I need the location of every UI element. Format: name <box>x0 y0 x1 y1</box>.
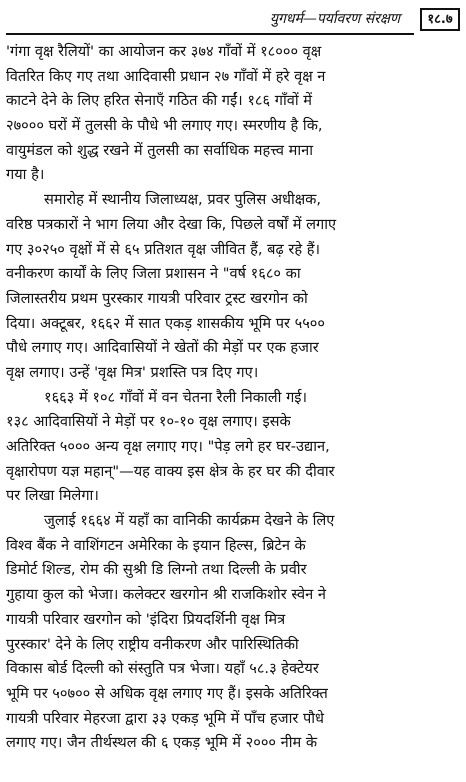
body-text <box>6 40 460 756</box>
text-line: पुरस्कार' देने के लिए राष्ट्रीय वनीकरण और पारिस्थितिकी <box>6 635 299 653</box>
text-line: पौधे लगाए गए। आदिवासियों ने खेतों की मेड़ों पर एक हजार <box>6 339 319 357</box>
text-line: दिया। अक्टूबर, १६६२ में सात एकड़ शासकीय भूमि पर ५५०० <box>6 314 325 332</box>
text-line: वृक्षारोपण यज्ञ महान्"—यह वाक्य इस क्षेत्र के हर घर की दीवार <box>6 462 335 480</box>
page-number: १८.७ <box>420 8 460 31</box>
running-title: युगधर्म—पर्यावरण संरक्षण <box>269 11 400 27</box>
header-rule <box>6 33 414 35</box>
text-line: १३८ आदिवासियों ने मेड़ों पर १०-१० वृक्ष लगाए। इसके <box>6 413 291 431</box>
text-line: २७००० घरों में तुलसी के पौधे भी लगाए गए। स्मरणीय है कि, <box>6 117 323 135</box>
text-line: गुहाया कुल को भेजा। कलेक्टर खरगोन श्री राजकिशोर स्वेन ने <box>6 586 326 604</box>
text-line: पर लिखा मिलेगा। <box>6 487 99 505</box>
text-line: वायुमंडल को शुद्ध रखने में तुलसी का सर्वाधिक महत्त्व माना <box>6 141 314 159</box>
text-line: वृक्ष लगाए। उन्हें 'वृक्ष मित्र' प्रशस्ति पत्र दिए गए। <box>6 363 259 381</box>
text-line: अतिरिक्त ५००० अन्य वृक्ष लगाए गए। "पेड़ लगे हर घर-उद्यान, <box>6 438 330 455</box>
text-line: काटने देने के लिए हरित सेनाएँ गठित की गईं। १८६ गाँवों में <box>6 92 312 110</box>
text-line: भूमि पर ५०७०० से अधिक वृक्ष लगाए गए हैं। इसके अतिरिक्त <box>6 684 328 702</box>
text-line: विकास बोर्ड दिल्ली को संस्तुति पत्र भेजा। यहाँ ५८.३ हेक्टेयर <box>6 660 319 678</box>
text-line: जिलास्तरीय प्रथम पुरस्कार गायत्री परिवार ट्रस्ट खरगोन को <box>6 289 308 307</box>
text-line: 'गंगा वृक्ष रैलियों' का आयोजन कर ३७४ गाँवों में १८००० वृक्ष <box>6 43 322 60</box>
paragraph-first-line: जुलाई १६६४ में यहाँ का वानिकी कार्यक्रम देखने के लिए <box>44 512 335 530</box>
paragraph-first-line: समारोह में स्थानीय जिलाध्यक्ष, प्रवर पुलिस अधीक्षक, <box>44 191 322 209</box>
page-header <box>0 6 466 36</box>
text-line: गायत्री परिवार मेहरजा द्वारा ३३ एकड़ भूमि में पाँच हजार पौधे <box>6 709 325 727</box>
text-line: वरिष्ठ पत्रकारों ने भाग लिया और देखा कि, पिछले वर्षों में लगाए <box>6 215 337 233</box>
paragraph-first-line: १६६३ में १०८ गाँवों में वन चेतना रैली निकाली गई। <box>44 388 307 406</box>
text-line: गायत्री परिवार खरगोन को 'इंदिरा प्रियदर्शिनी वृक्ष मित्र <box>6 610 286 628</box>
text-line: गए ३०२५० वृक्षों में से ६५ प्रतिशत वृक्ष जीवित हैं, बढ़ रहे हैं। <box>6 240 321 258</box>
text-line: विश्व बैंक ने वाशिंगटन अमेरिका के इयान हिल्स, ब्रिटेन के <box>6 536 306 554</box>
text-line: लगाए गए। जैन तीर्थस्थल की ६ एकड़ भूमि में २००० नीम के <box>6 734 318 752</box>
text-line: वनीकरण कार्यों के लिए जिला प्रशासन ने "वर्ष १६८० का <box>6 265 301 283</box>
text-line: गया है। <box>6 166 45 184</box>
text-line: डिमोर्ट शिल्ड, रोम की सुश्री डि लिग्नो तथा दिल्ली के प्रवीर <box>6 561 307 579</box>
text-line: वितरित किए गए तथा आदिवासी प्रधान २७ गाँवों में हरे वृक्ष न <box>6 67 326 85</box>
